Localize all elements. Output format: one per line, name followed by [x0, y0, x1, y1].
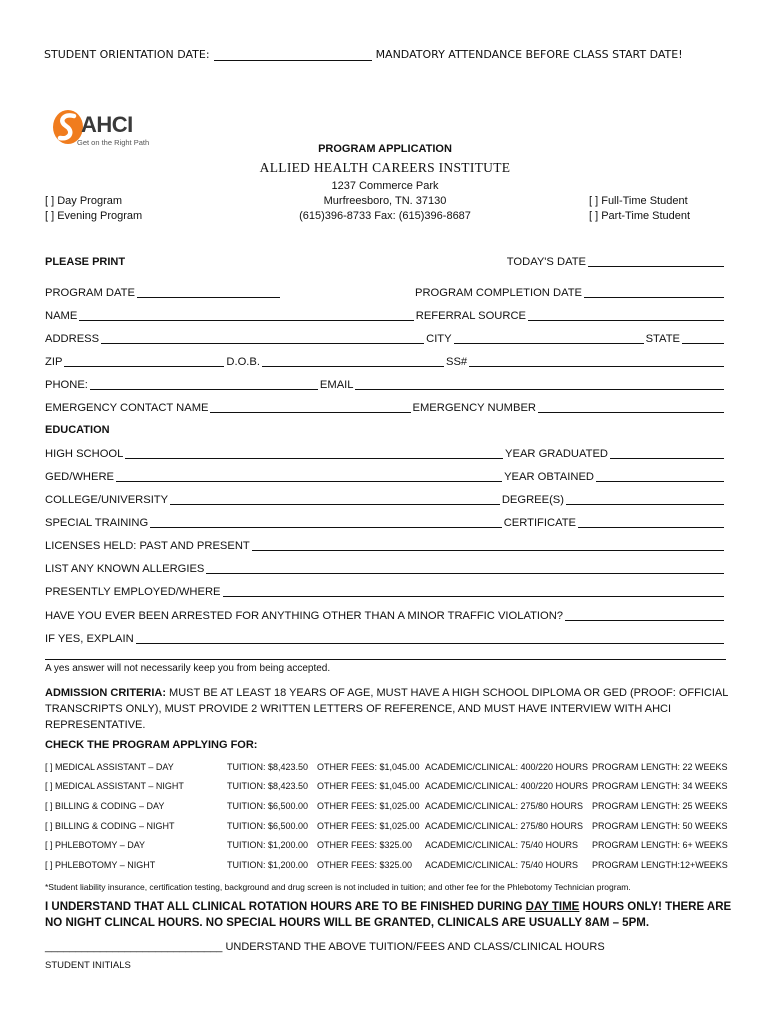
program-name: [ ] PHLEBOTOMY – NIGHT: [45, 860, 156, 870]
row-arrested: [45, 608, 726, 622]
admission-label: ADMISSION CRITERIA:: [45, 687, 166, 699]
special-training-label: SPECIAL TRAINING: [45, 517, 149, 529]
program-tuition: TUITION: $1,200.00: [227, 860, 309, 870]
row-college: [45, 492, 726, 506]
initials-field[interactable]: _____________________________: [45, 941, 223, 953]
program-length: PROGRAM LENGTH: 22 WEEKS: [592, 762, 728, 772]
licenses-field[interactable]: [252, 540, 724, 551]
allergies-label: LIST ANY KNOWN ALLERGIES: [45, 563, 205, 575]
state-field[interactable]: [682, 333, 724, 344]
student-initials-label: STUDENT INITIALS: [45, 960, 131, 971]
day-program-checkbox[interactable]: [ ] Day Program: [45, 195, 123, 207]
row-high-school: [45, 446, 726, 460]
address-label: ADDRESS: [45, 333, 100, 345]
row-licenses: [45, 538, 726, 552]
row-phone: [45, 377, 726, 391]
program-fees: OTHER FEES: $325.00: [317, 840, 413, 850]
program-length: PROGRAM LENGTH: 25 WEEKS: [592, 801, 728, 811]
row-special-training: [45, 515, 726, 529]
institute-phone: (615)396-8733 Fax: (615)396-8687: [299, 210, 471, 222]
initials-statement: UNDERSTAND THE ABOVE TUITION/FEES AND CLASS/CLINICAL HOURS: [222, 941, 605, 953]
program-hours: ACADEMIC/CLINICAL: 400/220 HOURS: [425, 781, 589, 791]
part-time-checkbox[interactable]: [ ] Part-Time Student: [589, 210, 691, 222]
emergency-number-label: EMERGENCY NUMBER: [412, 402, 536, 414]
ged-label: GED/WHERE: [45, 471, 114, 483]
year-obtained-label: YEAR OBTAINED: [504, 471, 594, 483]
explain-label: IF YES, EXPLAIN: [45, 633, 134, 645]
zip-field[interactable]: [64, 356, 224, 367]
ss-label: SS#: [445, 356, 468, 368]
programs-heading: CHECK THE PROGRAM APPLYING FOR:: [45, 739, 258, 751]
city-field[interactable]: [454, 333, 644, 344]
program-name: [ ] BILLING & CODING – NIGHT: [45, 821, 175, 831]
program-tuition: TUITION: $6,500.00: [227, 821, 309, 831]
emergency-number-field[interactable]: [538, 402, 724, 413]
institute-city: Murfreesboro, TN. 37130: [323, 195, 447, 207]
program-fees: OTHER FEES: $1,025.00: [317, 821, 420, 831]
phone-label: PHONE:: [45, 379, 88, 391]
year-graduated-label: YEAR GRADUATED: [505, 448, 608, 460]
program-name: [ ] BILLING & CODING – DAY: [45, 801, 165, 811]
yes-answer-note: A yes answer will not necessarily keep you from being accepted.: [45, 663, 331, 674]
program-hours: ACADEMIC/CLINICAL: 400/220 HOURS: [425, 762, 589, 772]
name-field[interactable]: [79, 310, 413, 321]
email-field[interactable]: [355, 379, 724, 390]
city-label: CITY: [426, 333, 452, 345]
statement-part2: HOURS ONLY! THERE ARE NO NIGHT CLINCAL HOURS. NO SPECIAL HOURS WILL BE GRANTED, CLINICALS ARE USUALLY 8AM – 5PM.: [45, 901, 732, 929]
program-fees: OTHER FEES: $1,045.00: [317, 781, 420, 791]
program-hours: ACADEMIC/CLINICAL: 75/40 HOURS: [425, 840, 579, 850]
row-employed: [45, 584, 726, 598]
institute-name: ALLIED HEALTH CAREERS INSTITUTE: [259, 160, 511, 175]
program-name: [ ] MEDICAL ASSISTANT – NIGHT: [45, 781, 184, 791]
program-completion-field[interactable]: [584, 287, 724, 298]
program-date-label: PROGRAM DATE: [45, 287, 135, 299]
phone-field[interactable]: [90, 379, 318, 390]
evening-program-checkbox[interactable]: [ ] Evening Program: [45, 210, 143, 222]
email-label: EMAIL: [319, 379, 354, 391]
footnote: *Student liability insurance, certification testing, background and drug screen is not included in tuition; and other fee for the Phlebotomy Technician program.: [45, 882, 631, 892]
clinical-hours-statement: [45, 899, 735, 931]
explain-field[interactable]: [136, 633, 724, 644]
program-length: PROGRAM LENGTH: 50 WEEKS: [592, 821, 728, 831]
program-tuition: TUITION: $1,200.00: [227, 840, 309, 850]
arrested-field[interactable]: [565, 610, 724, 621]
program-tuition: TUITION: $8,423.50: [227, 762, 309, 772]
program-fees: OTHER FEES: $325.00: [317, 860, 413, 870]
statement-part1: I UNDERSTAND THAT ALL CLINICAL ROTATION HOURS ARE TO BE FINISHED DURING: [45, 901, 526, 913]
row-name: [45, 308, 726, 322]
certificate-field[interactable]: [578, 517, 724, 528]
education-heading: EDUCATION: [45, 424, 110, 436]
program-hours: ACADEMIC/CLINICAL: 75/40 HOURS: [425, 860, 579, 870]
college-label: COLLEGE/UNIVERSITY: [45, 494, 169, 506]
please-print-label: PLEASE PRINT: [45, 256, 126, 268]
row-address: [45, 331, 726, 345]
admission-text: MUST BE AT LEAST 18 YEARS OF AGE, MUST HAVE A HIGH SCHOOL DIPLOMA OR GED (PROOF: OFFICIAL TRANSCRIPTS ONLY), MUST PROVIDE 2 WRITTEN LETTERS OF REFERENCE, AND MUST HAVE INTERVIEW WITH AHCI REPRESENTATIVE.: [45, 687, 728, 731]
row-ged: [45, 469, 726, 483]
full-time-checkbox[interactable]: [ ] Full-Time Student: [589, 195, 688, 207]
program-length: PROGRAM LENGTH: 6+ WEEKS: [592, 840, 728, 850]
employed-label: PRESENTLY EMPLOYED/WHERE: [45, 586, 221, 598]
program-fees: OTHER FEES: $1,025.00: [317, 801, 420, 811]
year-graduated-field[interactable]: [610, 448, 724, 459]
dob-field[interactable]: [262, 356, 444, 367]
orientation-line: [44, 48, 683, 61]
logo-text: AHCI: [81, 112, 133, 137]
row-zip: [45, 354, 726, 368]
row-emergency: [45, 400, 726, 414]
row-program-dates: [45, 285, 726, 299]
program-length: PROGRAM LENGTH: 34 WEEKS: [592, 781, 728, 791]
logo-tagline: Get on the Right Path: [77, 138, 150, 147]
referral-label: REFERRAL SOURCE: [415, 310, 526, 322]
address-field[interactable]: [101, 333, 424, 344]
zip-label: ZIP: [45, 356, 63, 368]
program-length: PROGRAM LENGTH:12+WEEKS: [592, 860, 728, 870]
todays-date-label: TODAY'S DATE: [506, 256, 586, 268]
name-label: NAME: [45, 310, 78, 322]
emergency-contact-field[interactable]: [210, 402, 410, 413]
program-tuition: TUITION: $6,500.00: [227, 801, 309, 811]
dob-label: D.O.B.: [226, 356, 260, 368]
program-fees: OTHER FEES: $1,045.00: [317, 762, 420, 772]
program-date-field[interactable]: [137, 287, 280, 298]
orientation-date-field[interactable]: [214, 50, 372, 61]
degrees-label: DEGREE(S): [501, 494, 564, 506]
row-explain: [45, 631, 726, 645]
program-name: [ ] PHLEBOTOMY – DAY: [45, 840, 146, 850]
college-field[interactable]: [170, 494, 500, 505]
statement-day-time: DAY TIME: [525, 901, 580, 913]
emergency-contact-label: EMERGENCY CONTACT NAME: [45, 402, 209, 414]
explain-extra-line[interactable]: [45, 659, 726, 660]
program-tuition: TUITION: $8,423.50: [227, 781, 309, 791]
degrees-field[interactable]: [566, 494, 724, 505]
row-please-print: [45, 254, 726, 268]
initials-line: [45, 941, 605, 953]
admission-criteria: [45, 685, 735, 733]
ss-field[interactable]: [469, 356, 724, 367]
form-title: PROGRAM APPLICATION: [318, 143, 452, 155]
todays-date-field[interactable]: [588, 256, 724, 267]
special-training-field[interactable]: [150, 517, 501, 528]
allergies-field[interactable]: [206, 563, 724, 574]
licenses-label: LICENSES HELD: PAST AND PRESENT: [45, 540, 250, 552]
row-allergies: [45, 561, 726, 575]
program-completion-label: PROGRAM COMPLETION DATE: [415, 287, 582, 299]
high-school-label: HIGH SCHOOL: [45, 448, 124, 460]
year-obtained-field[interactable]: [596, 471, 724, 482]
arrested-label: HAVE YOU EVER BEEN ARRESTED FOR ANYTHING OTHER THAN A MINOR TRAFFIC VIOLATION?: [45, 610, 564, 622]
state-label: STATE: [645, 333, 680, 345]
institute-street: 1237 Commerce Park: [331, 180, 439, 192]
program-hours: ACADEMIC/CLINICAL: 275/80 HOURS: [425, 821, 584, 831]
employed-field[interactable]: [223, 586, 724, 597]
program-name: [ ] MEDICAL ASSISTANT – DAY: [45, 762, 174, 772]
orientation-label: STUDENT ORIENTATION DATE:: [44, 48, 210, 61]
program-hours: ACADEMIC/CLINICAL: 275/80 HOURS: [425, 801, 584, 811]
high-school-field[interactable]: [125, 448, 503, 459]
ged-field[interactable]: [116, 471, 502, 482]
mandatory-text: MANDATORY ATTENDANCE BEFORE CLASS START DATE!: [375, 48, 683, 61]
certificate-label: CERTIFICATE: [503, 517, 576, 529]
referral-field[interactable]: [528, 310, 724, 321]
